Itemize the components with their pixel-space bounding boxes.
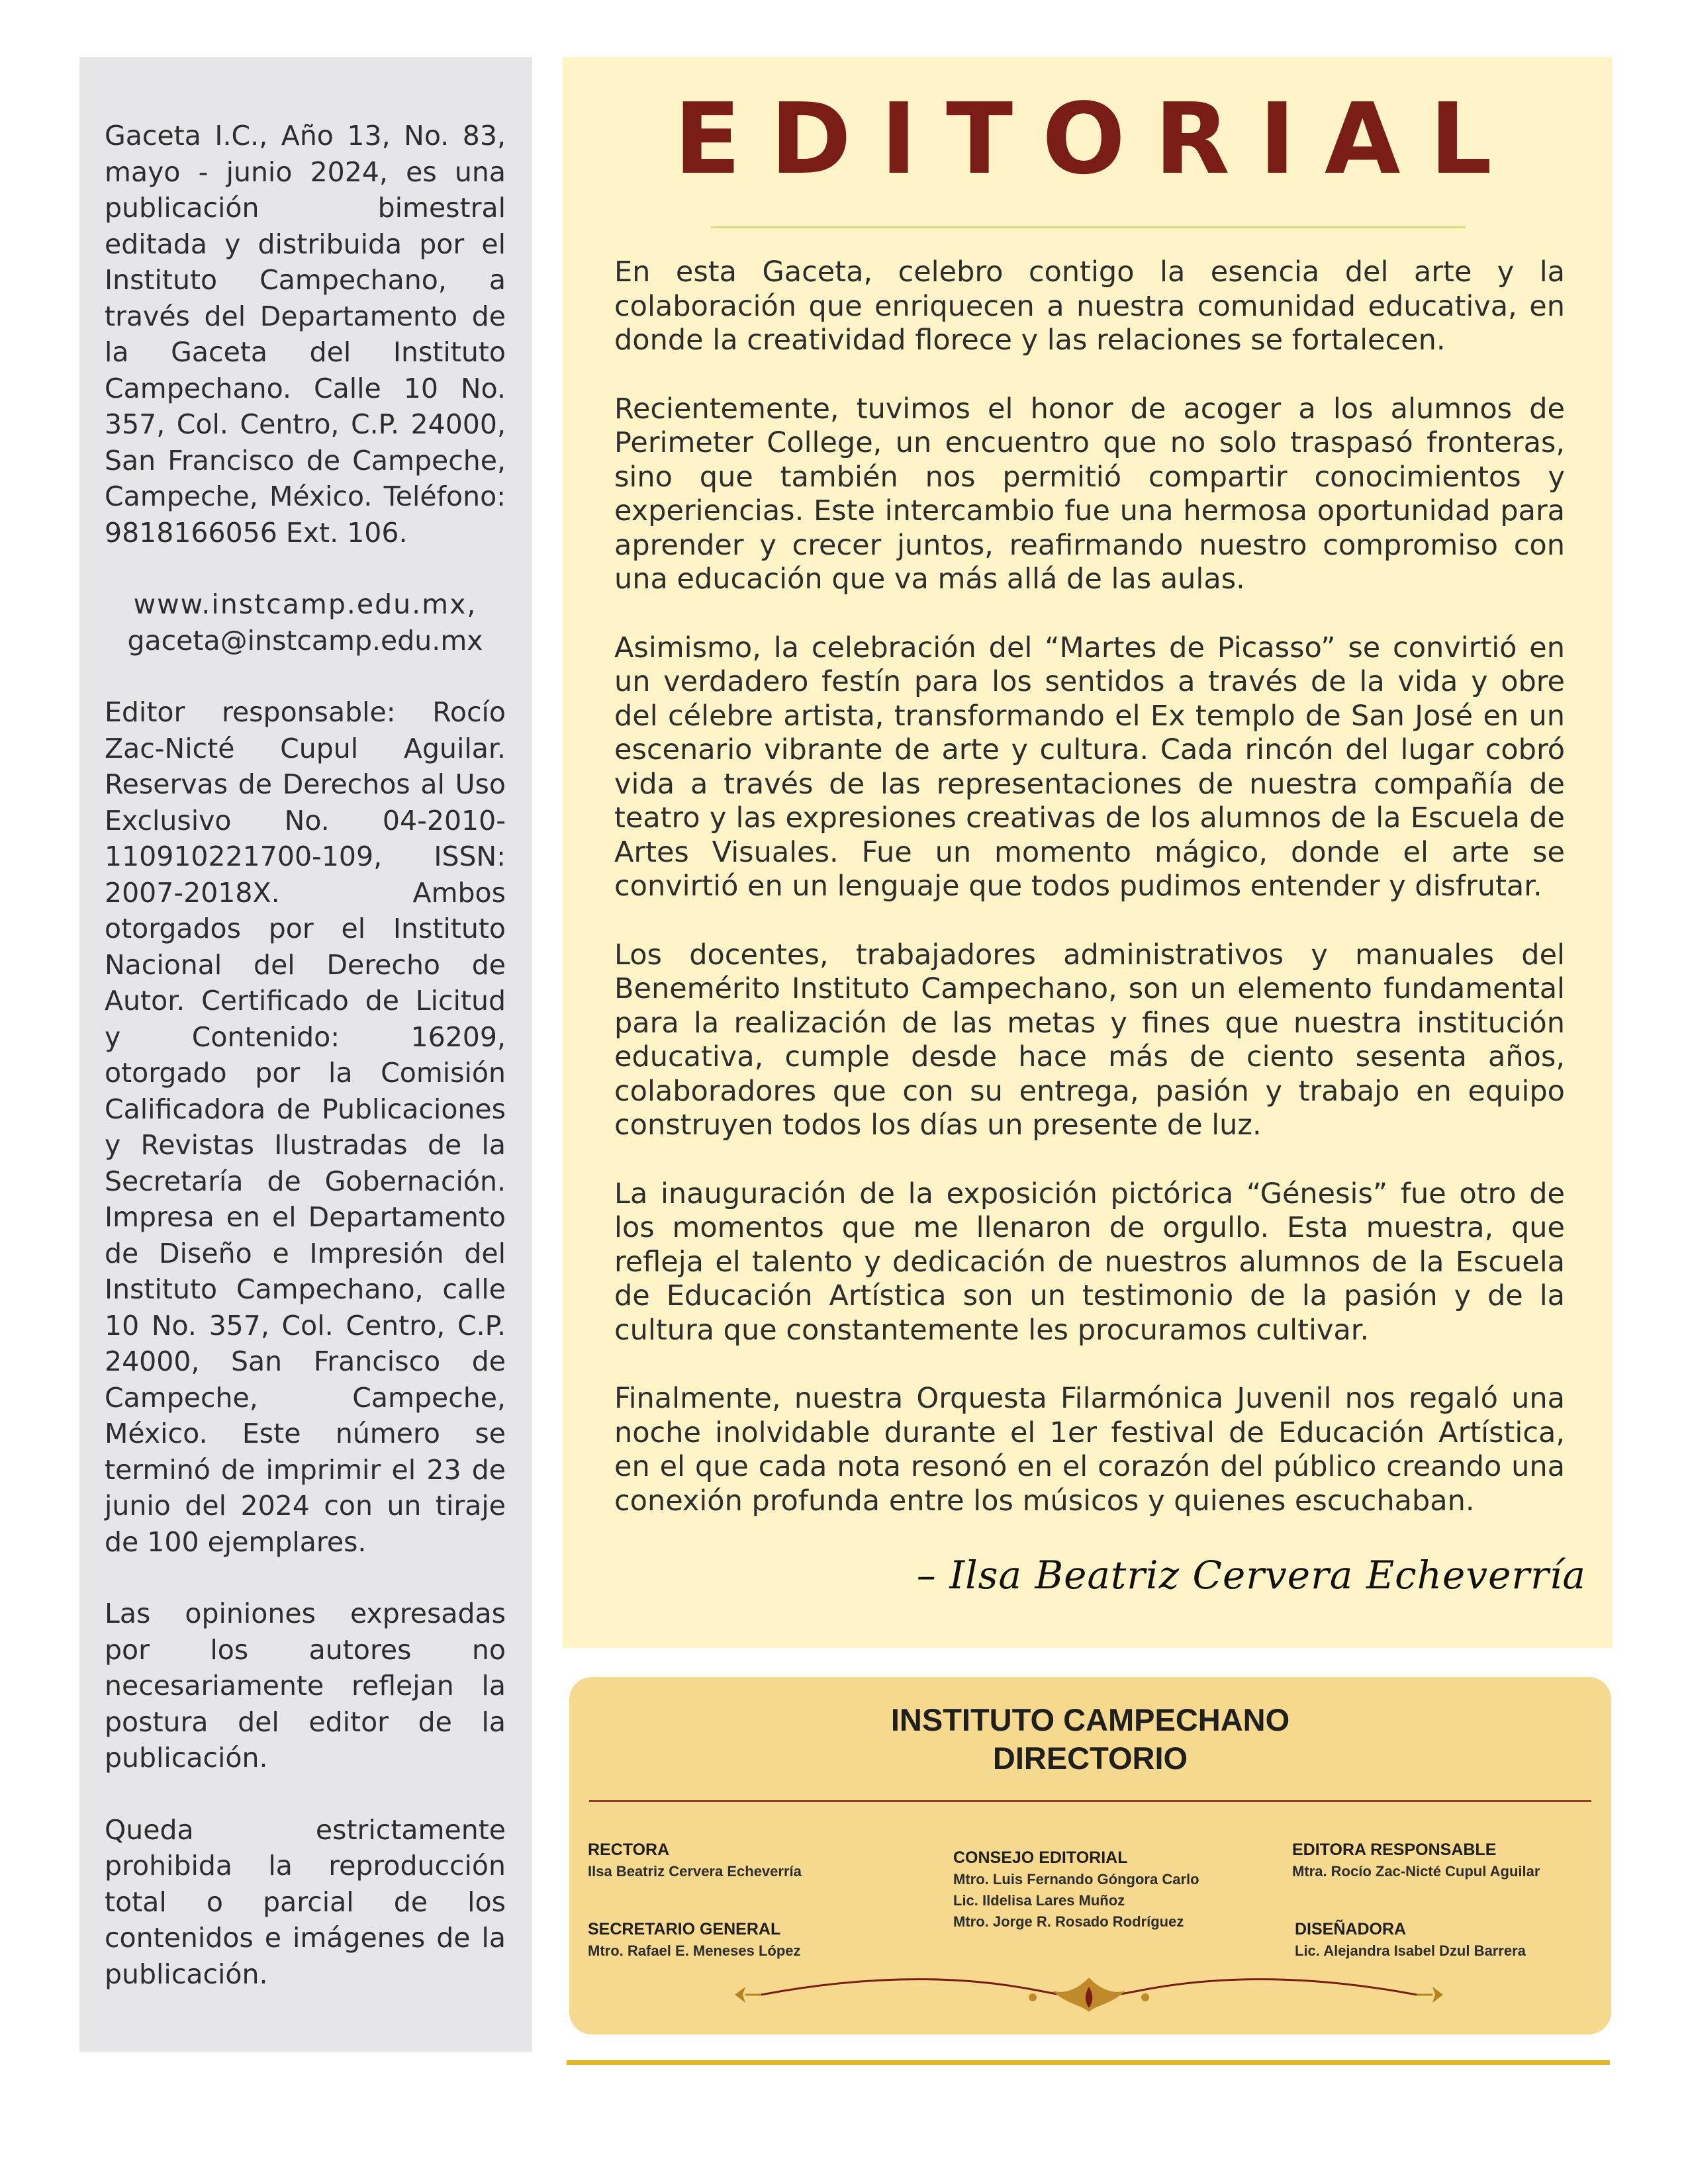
imprint-sidebar xyxy=(79,57,532,2052)
editorial-paragraph: La inauguración de la exposición pictórica “Génesis” fue otro de los momentos que me llenaron de orgullo. Esta muestra, que refleja el talento y dedicación de nuestros alumnos de la Escuela de Educación Artística son un testimonio de la pasión y de la cultura que constantemente les procuramos cultivar. xyxy=(614,1177,1565,1347)
editorial-body xyxy=(614,255,1565,1553)
role-secretario xyxy=(588,1918,801,1962)
role-title: CONSEJO EDITORIAL xyxy=(953,1848,1128,1867)
role-title: DISEÑADORA xyxy=(1295,1920,1407,1938)
role-title: EDITORA RESPONSABLE xyxy=(1292,1841,1497,1859)
directory-box xyxy=(569,1677,1611,2034)
editorial-paragraph: Recientemente, tuvimos el honor de acoger a los alumnos de Perimeter College, un encuentro que no solo traspasó fronteras, sino que también nos permitió compartir conocimientos y experiencias. Este intercambio fue una hermosa oportunidad para aprender y crecer juntos, reafirmando nuestro compromiso con una educación que va más allá de las aulas. xyxy=(614,392,1565,596)
legal-text: Editor responsable: Rocío Zac-Nicté Cupul Aguilar. Reservas de Derechos al Uso Exclusivo No. 04-2010-110910221700-109, ISSN: 2007-2018X. Ambos otorgados por el Instituto Nacional del Derecho de Autor. Certificado de Licitud y Contenido: 16209, otorgado por la Comisión Calificadora de Publicaciones y Revistas Ilustradas de la Secretaría de Gobernación. Impresa en el Departamento de Diseño e Impresión del Instituto Campechano, calle 10 No. 357, Col. Centro, C.P. 24000, San Francisco de Campeche, Campeche, México. Este número se terminó de imprimir el 23 de junio del 2024 con un tiraje de 100 ejemplares. xyxy=(105,696,506,1558)
imprint-text: Gaceta I.C., Año 13, No. 83, mayo - junio 2024, es una publicación bimestral editada y distribuida por el Instituto Campechano, a través del Departamento de la Gaceta del Instituto Campechano. Calle 10 No. 357, Col. Centro, C.P. 24000, San Francisco de Campeche, Campeche, México. Teléfono: 9818166056 Ext. 106. xyxy=(105,120,506,549)
email-link[interactable]: gaceta@instcamp.edu.mx xyxy=(127,624,483,657)
website-link[interactable]: www.instcamp.edu.mx, xyxy=(133,588,477,620)
editorial-paragraph: Asimismo, la celebración del “Martes de Picasso” se convirtió en un verdadero festín para los sentidos a través de la vida y obre del célebre artista, transformando el Ex templo de San José en un escenario vibrante de arte y cultura. Cada rincón del lugar cobró vida a través de las representaciones de nuestra compañía de teatro y las expresiones creativas de los alumnos de la Escuela de Artes Visuales. Fue un momento mágico, donde el arte se convirtió en un lenguaje que todos pudimos entender y disfrutar. xyxy=(614,631,1565,903)
role-name: Mtro. Jorge R. Rosado Rodríguez xyxy=(953,1913,1184,1930)
editorial-title: EDITORIAL xyxy=(674,82,1521,196)
role-name: Lic. Ildelisa Lares Muñoz xyxy=(953,1892,1125,1909)
editorial-paragraph: Finalmente, nuestra Orquesta Filarmónica Juvenil nos regaló una noche inolvidable durante el 1er festival de Educación Artística, en el que cada nota resonó en el corazón del público creando una conexión profunda entre los músicos y quienes escuchaban. xyxy=(614,1382,1565,1518)
role-title: RECTORA xyxy=(588,1841,670,1859)
directory-divider xyxy=(589,1800,1591,1802)
role-disenadora xyxy=(1295,1918,1526,1962)
role-editora xyxy=(1292,1839,1540,1882)
role-consejo xyxy=(953,1846,1199,1933)
directory-title xyxy=(569,1701,1611,1778)
disclaimer-text: Las opiniones expresadas por los autores no necesariamente reflejan la postura del editor de la publicación. xyxy=(105,1598,506,1774)
directory-title-line1: INSTITUTO CAMPECHANO xyxy=(890,1702,1290,1737)
role-title: SECRETARIO GENERAL xyxy=(588,1920,781,1938)
editorial-signature: – Ilsa Beatriz Cervera Echeverría xyxy=(916,1553,1586,1598)
editorial-panel xyxy=(563,57,1613,1648)
title-divider xyxy=(711,226,1466,228)
bottom-gold-line xyxy=(567,2060,1610,2065)
role-name: Ilsa Beatriz Cervera Echeverría xyxy=(588,1863,802,1880)
editorial-paragraph: En esta Gaceta, celebro contigo la esencia del arte y la colaboración que enriquecen a nuestra comunidad educativa, en donde la creatividad florece y las relaciones se fortalecen. xyxy=(614,255,1565,357)
flourish-ornament-icon xyxy=(722,1968,1456,2021)
editorial-paragraph: Los docentes, trabajadores administrativos y manuales del Benemérito Instituto Campechano, son un elemento fundamental para la realización de las metas y fines que nuestra institución educativa, cumple desde hace más de ciento sesenta años, colaboradores que con su entrega, pasión y trabajo en equipo construyen todos los días un presente de luz. xyxy=(614,938,1565,1142)
contact-block xyxy=(105,586,506,659)
prohibition-text: Queda estrictamente prohibida la reproducción total o parcial de los contenidos e imágenes de la publicación. xyxy=(105,1813,506,1990)
role-name: Lic. Alejandra Isabel Dzul Barrera xyxy=(1295,1942,1526,1959)
role-name: Mtro. Rafael E. Meneses López xyxy=(588,1942,801,1959)
role-name: Mtra. Rocío Zac-Nicté Cupul Aguilar xyxy=(1292,1863,1540,1880)
role-rectora xyxy=(588,1839,802,1882)
directory-title-line2: DIRECTORIO xyxy=(992,1741,1188,1776)
role-name: Mtro. Luis Fernando Góngora Carlo xyxy=(953,1871,1199,1888)
